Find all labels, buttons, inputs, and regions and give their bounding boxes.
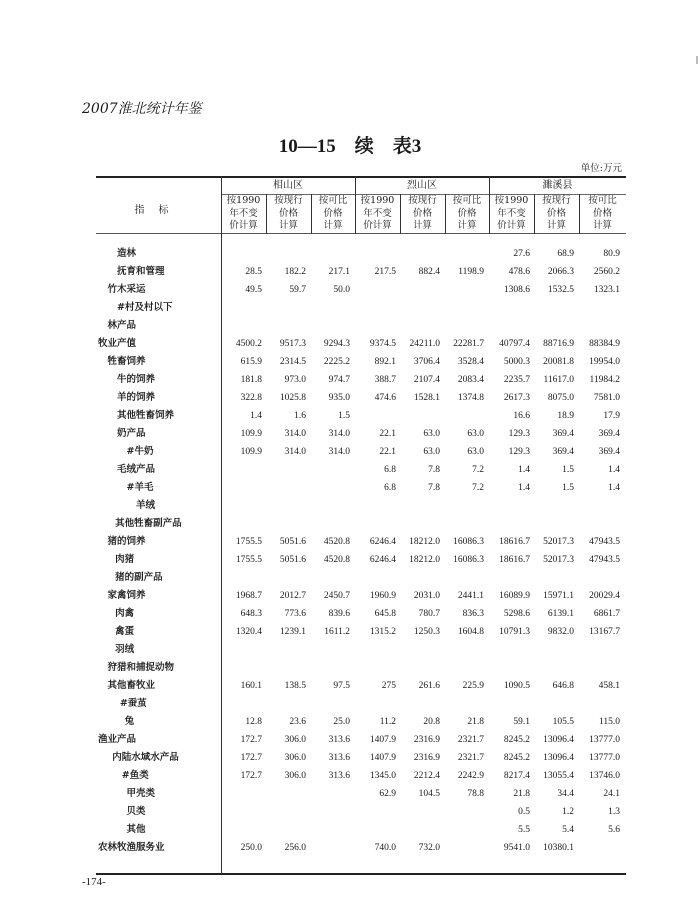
sub-column-header: 按现行 价格 计算 [274, 195, 303, 231]
table-cell: 49.5 [245, 285, 262, 295]
table-cell: 3706.4 [413, 357, 440, 367]
table-row [96, 623, 626, 641]
table-cell: 1308.6 [503, 285, 530, 295]
table-cell: 63.0 [467, 447, 484, 457]
table-cell: 20.8 [423, 717, 440, 727]
sub-column-header: 按1990 年不变 价计算 [494, 195, 529, 231]
sub-column-header: 按1990 年不变 价计算 [226, 195, 261, 231]
table-cell: 18616.7 [499, 555, 530, 565]
table-cell: 474.6 [374, 393, 396, 403]
table-cell: 1968.7 [235, 591, 262, 601]
table-cell: 1960.9 [369, 591, 396, 601]
table-cell: 1.6 [294, 411, 306, 421]
table-cell: 0.5 [518, 807, 530, 817]
table-cell: 648.3 [240, 609, 262, 619]
table-cell: 306.0 [284, 753, 306, 763]
table-cell: 11617.0 [543, 375, 574, 385]
table-row [96, 569, 626, 587]
row-label: 羽绒 [115, 644, 135, 655]
table-cell: 181.8 [240, 375, 262, 385]
table-cell: 7.8 [428, 465, 440, 475]
table-cell: 1611.2 [324, 627, 350, 637]
table-row [96, 335, 626, 353]
table-cell: 882.4 [418, 267, 440, 277]
table-cell: 2235.7 [503, 375, 530, 385]
table-cell: 68.9 [557, 249, 574, 259]
table-cell: 9294.3 [323, 339, 350, 349]
table-cell: 11984.2 [589, 375, 620, 385]
table-cell: 21.8 [467, 717, 484, 727]
table-cell: 973.0 [284, 375, 306, 385]
table-row [96, 515, 626, 533]
table-row [96, 641, 626, 659]
table-cell: 16086.3 [453, 537, 484, 547]
table-row [96, 659, 626, 677]
table-row [96, 821, 626, 839]
table-cell: 40797.4 [499, 339, 530, 349]
row-label: 内陆水域水产品 [112, 752, 179, 763]
table-title: 10—15 续 表3 [278, 136, 422, 157]
table-row [96, 299, 626, 317]
table-cell: 13777.0 [589, 735, 620, 745]
table-cell: 1345.0 [369, 771, 396, 781]
table-cell: 1407.9 [369, 735, 396, 745]
row-label: 兔 [124, 716, 135, 727]
page-number: -174- [82, 876, 106, 888]
row-label: #羊毛 [126, 482, 154, 493]
table-cell: 8217.4 [503, 771, 530, 781]
table-row [96, 767, 626, 785]
table-cell: 2066.3 [547, 267, 574, 277]
table-cell: 306.0 [284, 771, 306, 781]
table-cell: 22.1 [379, 447, 396, 457]
table-cell: 21.8 [513, 789, 530, 799]
table-cell: 250.0 [240, 843, 262, 853]
table-cell: 1323.1 [593, 285, 620, 295]
row-label: 奶产品 [117, 428, 146, 439]
table-cell: 369.4 [552, 447, 574, 457]
row-label: #村及村以下 [117, 302, 173, 313]
sub-column-header: 按现行 价格 计算 [408, 195, 437, 231]
table-row [96, 263, 626, 281]
table-cell: 104.5 [418, 789, 440, 799]
table-cell: 5.4 [562, 825, 574, 835]
row-label: 渔业产品 [98, 734, 137, 745]
table-row [96, 785, 626, 803]
yearbook-header: 2007淮北统计年鉴 [82, 101, 202, 117]
region-header-xiangshan: 相山区 [273, 180, 303, 191]
table-cell: 1.2 [562, 807, 574, 817]
table-cell: 13167.7 [589, 627, 620, 637]
table-cell: 1239.1 [279, 627, 306, 637]
table-cell: 256.0 [284, 843, 306, 853]
table-row [96, 839, 626, 857]
table-cell: 314.0 [328, 447, 350, 457]
table-row [96, 281, 626, 299]
table-cell: 13055.4 [543, 771, 574, 781]
table-cell: 7.8 [428, 483, 440, 493]
table-cell: 172.7 [240, 753, 262, 763]
table-cell: 13746.0 [589, 771, 620, 781]
table-cell: 78.8 [467, 789, 484, 799]
row-label: 造林 [117, 248, 137, 259]
table-cell: 5051.6 [279, 555, 306, 565]
table-cell: 275 [381, 681, 396, 691]
table-cell: 6.8 [384, 483, 396, 493]
table-cell: 646.8 [552, 681, 574, 691]
indicator-column-header: 指标 [134, 205, 183, 216]
table-cell: 12.8 [245, 717, 262, 727]
row-label: 狩猎和捕捉动物 [107, 662, 175, 673]
row-label: #蚕茧 [119, 698, 147, 709]
table-cell: 13777.0 [589, 753, 620, 763]
row-label: 贝类 [126, 806, 146, 817]
table-row [96, 245, 626, 263]
table-cell: 1315.2 [369, 627, 396, 637]
table-cell: 16086.3 [453, 555, 484, 565]
table-cell: 9517.3 [279, 339, 306, 349]
row-label: 羊绒 [136, 500, 156, 511]
row-label: 牲畜饲养 [107, 356, 146, 367]
table-cell: 10380.1 [543, 843, 574, 853]
table-row [96, 587, 626, 605]
row-label: 林产品 [107, 320, 137, 331]
table-cell: 478.6 [508, 267, 530, 277]
table-cell: 6246.4 [369, 537, 396, 547]
table-cell: 13096.4 [543, 735, 574, 745]
table-cell: 314.0 [284, 447, 306, 457]
table-cell: 109.9 [240, 447, 262, 457]
table-cell: 160.1 [240, 681, 262, 691]
table-cell: 2316.9 [413, 753, 440, 763]
table-cell: 24211.0 [409, 339, 440, 349]
table-cell: 63.0 [423, 447, 440, 457]
row-label: 猪的饲养 [107, 536, 146, 547]
table-cell: 20081.8 [543, 357, 574, 367]
table-cell: 16089.9 [499, 591, 530, 601]
table-cell: 25.0 [333, 717, 350, 727]
table-cell: 18212.0 [409, 555, 440, 565]
region-header-lieshan: 烈山区 [407, 180, 437, 191]
table-cell: 2212.4 [413, 771, 440, 781]
table-cell: 2321.7 [457, 735, 484, 745]
table-cell: 6861.7 [593, 609, 620, 619]
table-cell: 732.0 [418, 843, 440, 853]
table-cell: 5000.3 [503, 357, 530, 367]
table-cell: 313.6 [328, 735, 350, 745]
table-cell: 47943.5 [589, 537, 620, 547]
table-cell: 2083.4 [457, 375, 484, 385]
table-cell: 4520.8 [323, 537, 350, 547]
unit-label: 单位:万元 [580, 163, 622, 174]
table-cell: 7.2 [472, 465, 484, 475]
region-header-suixi: 濉溪县 [542, 180, 573, 191]
row-label: 肉禽 [115, 608, 135, 619]
table-cell: 5298.6 [503, 609, 530, 619]
table-cell: 50.0 [333, 285, 350, 295]
table-cell: 2450.7 [323, 591, 350, 601]
table-cell: 1198.9 [458, 267, 484, 277]
table-cell: 6.8 [384, 465, 396, 475]
table-cell: 2242.9 [457, 771, 484, 781]
table-row [96, 731, 626, 749]
table-cell: 105.5 [552, 717, 574, 727]
table-cell: 1250.3 [413, 627, 440, 637]
table-cell: 5.5 [518, 825, 530, 835]
table-row [96, 371, 626, 389]
table-cell: 615.9 [240, 357, 262, 367]
row-label: 其他畜牧业 [107, 680, 156, 691]
scan-edge-mark [696, 56, 698, 64]
table-cell: 97.5 [333, 681, 350, 691]
table-cell: 1374.8 [457, 393, 484, 403]
table-cell: 18616.7 [499, 537, 530, 547]
table-cell: 22.1 [379, 429, 396, 439]
row-label: 羊的饲养 [117, 392, 156, 403]
table-row [96, 425, 626, 443]
table-cell: 1.4 [608, 465, 620, 475]
table-cell: 839.6 [328, 609, 350, 619]
table-cell: 1.5 [562, 483, 574, 493]
table-cell: 129.3 [508, 447, 530, 457]
table-cell: 2107.4 [413, 375, 440, 385]
table-cell: 1.4 [518, 465, 530, 475]
table-cell: 4520.8 [323, 555, 350, 565]
table-cell: 1528.1 [413, 393, 440, 403]
table-cell: 314.0 [284, 429, 306, 439]
table-cell: 182.2 [284, 267, 306, 277]
table-cell: 1755.5 [235, 555, 262, 565]
table-cell: 1407.9 [369, 753, 396, 763]
table-cell: 6246.4 [369, 555, 396, 565]
row-label: 牛的饲养 [117, 374, 156, 385]
table-cell: 115.0 [598, 717, 620, 727]
table-cell: 16.6 [513, 411, 530, 421]
table-cell: 27.6 [513, 249, 530, 259]
table-cell: 8245.2 [503, 753, 530, 763]
table-cell: 388.7 [374, 375, 396, 385]
table-cell: 780.7 [418, 609, 440, 619]
table-cell: 129.3 [508, 429, 530, 439]
table-cell: 63.0 [423, 429, 440, 439]
table-row [96, 695, 626, 713]
table-cell: 52017.3 [543, 537, 574, 547]
row-label: 抚育和管理 [117, 266, 165, 277]
table-cell: 2225.2 [323, 357, 350, 367]
table-cell: 3528.4 [457, 357, 484, 367]
table-cell: 8075.0 [547, 393, 574, 403]
table-cell: 52017.3 [543, 555, 574, 565]
table-cell: 1025.8 [279, 393, 306, 403]
table-cell: 5051.6 [279, 537, 306, 547]
table-row [96, 479, 626, 497]
table-cell: 217.5 [374, 267, 396, 277]
table-cell: 11.2 [379, 717, 396, 727]
table-cell: 1532.5 [547, 285, 574, 295]
row-label: 禽蛋 [115, 626, 135, 637]
table-cell: 773.6 [284, 609, 306, 619]
table-cell: 6139.1 [547, 609, 574, 619]
table-cell: 645.8 [374, 609, 396, 619]
table-row [96, 497, 626, 515]
table-cell: 7.2 [472, 483, 484, 493]
table-cell: 314.0 [328, 429, 350, 439]
table-cell: 892.1 [374, 357, 396, 367]
table-cell: 1.5 [562, 465, 574, 475]
header-bottom-rule [96, 233, 626, 234]
table-row [96, 749, 626, 767]
table-cell: 2441.1 [457, 591, 484, 601]
table-row [96, 443, 626, 461]
table-cell: 88716.9 [543, 339, 574, 349]
table-cell: 4500.2 [235, 339, 262, 349]
row-label: 家禽饲养 [107, 590, 146, 601]
sub-column-header: 按1990 年不变 价计算 [360, 195, 395, 231]
table-cell: 109.9 [240, 429, 262, 439]
sub-column-header: 按可比 价格 计算 [452, 195, 482, 231]
table-cell: 217.1 [328, 267, 350, 277]
table-cell: 369.4 [598, 429, 620, 439]
row-label: 其他牲畜副产品 [115, 518, 182, 529]
table-cell: 138.5 [284, 681, 306, 691]
row-label: 牧业产值 [98, 338, 137, 349]
table-cell: 1320.4 [235, 627, 262, 637]
table-cell: 1090.5 [503, 681, 530, 691]
table-cell: 740.0 [374, 843, 396, 853]
table-cell: 313.6 [328, 753, 350, 763]
sub-column-header: 按现行 价格 计算 [542, 195, 571, 231]
table-row [96, 389, 626, 407]
table-cell: 20029.4 [589, 591, 620, 601]
table-row [96, 551, 626, 569]
table-cell: 974.7 [328, 375, 350, 385]
row-label: 其他 [126, 824, 146, 835]
table-cell: 47943.5 [589, 555, 620, 565]
table-cell: 306.0 [284, 735, 306, 745]
table-cell: 28.5 [245, 267, 262, 277]
table-cell: 7581.0 [593, 393, 620, 403]
sub-column-header: 按可比 价格 计算 [588, 195, 617, 231]
row-label: 猪的副产品 [115, 572, 163, 583]
table-cell: 18.9 [557, 411, 574, 421]
row-label: #鱼类 [121, 770, 149, 781]
table-cell: 10791.3 [499, 627, 530, 637]
table-row [96, 317, 626, 335]
table-row [96, 407, 626, 425]
table-cell: 1604.8 [457, 627, 484, 637]
table-cell: 18212.0 [409, 537, 440, 547]
table-bottom-rule [96, 873, 626, 875]
table-cell: 80.9 [603, 249, 620, 259]
table-cell: 2617.3 [503, 393, 530, 403]
table-row [96, 677, 626, 695]
table-cell: 1.4 [518, 483, 530, 493]
table-cell: 261.6 [418, 681, 440, 691]
table-cell: 313.6 [328, 771, 350, 781]
table-cell: 19954.0 [589, 357, 620, 367]
table-cell: 63.0 [467, 429, 484, 439]
table-cell: 322.8 [240, 393, 262, 403]
table-cell: 1.4 [250, 411, 262, 421]
table-row [96, 461, 626, 479]
table-cell: 2031.0 [413, 591, 440, 601]
table-cell: 2560.2 [593, 267, 620, 277]
table-cell: 13096.4 [543, 753, 574, 763]
table-cell: 24.1 [603, 789, 620, 799]
row-label: 农林牧渔服务业 [98, 842, 165, 853]
table-cell: 225.9 [462, 681, 484, 691]
table-cell: 2316.9 [413, 735, 440, 745]
table-cell: 369.4 [552, 429, 574, 439]
table-row [96, 353, 626, 371]
table-cell: 9832.0 [547, 627, 574, 637]
table-cell: 9541.0 [503, 843, 530, 853]
table-cell: 22281.7 [453, 339, 484, 349]
table-row [96, 803, 626, 821]
table-row [96, 533, 626, 551]
row-label: 甲壳类 [126, 788, 156, 799]
row-label: 毛绒产品 [117, 464, 156, 475]
table-cell: 1.3 [608, 807, 620, 817]
table-cell: 8245.2 [503, 735, 530, 745]
table-cell: 1755.5 [235, 537, 262, 547]
table-cell: 59.1 [513, 717, 530, 727]
table-row [96, 605, 626, 623]
row-label: 肉猪 [115, 554, 135, 565]
table-cell: 9374.5 [369, 339, 396, 349]
table-cell: 2321.7 [457, 753, 484, 763]
table-cell: 15971.1 [543, 591, 574, 601]
table-cell: 59.7 [289, 285, 306, 295]
table-cell: 2012.7 [279, 591, 306, 601]
table-row [96, 713, 626, 731]
table-cell: 34.4 [557, 789, 574, 799]
table-cell: 172.7 [240, 771, 262, 781]
table-cell: 23.6 [289, 717, 306, 727]
table-cell: 2314.5 [279, 357, 306, 367]
table-cell: 935.0 [328, 393, 350, 403]
table-cell: 369.4 [598, 447, 620, 457]
row-label: #牛奶 [126, 446, 154, 457]
table-cell: 1.4 [608, 483, 620, 493]
table-cell: 836.3 [462, 609, 484, 619]
table-cell: 458.1 [598, 681, 620, 691]
table-cell: 62.9 [379, 789, 396, 799]
table-cell: 5.6 [608, 825, 620, 835]
table-cell: 88384.9 [589, 339, 620, 349]
row-label: 其他牲畜饲养 [117, 410, 175, 421]
sub-column-header: 按可比 价格 计算 [318, 195, 348, 231]
table-cell: 172.7 [240, 735, 262, 745]
table-cell: 17.9 [603, 411, 620, 421]
row-label: 竹木采运 [107, 284, 146, 295]
table-cell: 1.5 [338, 411, 350, 421]
